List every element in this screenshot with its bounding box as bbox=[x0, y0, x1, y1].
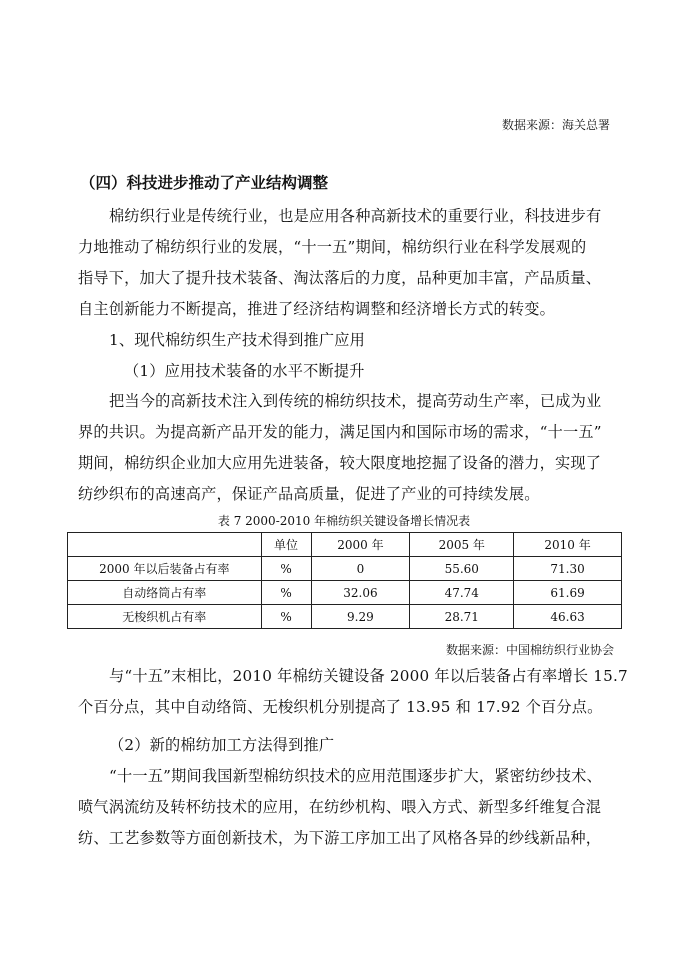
paragraph-line: 力地推动了棉纺织行业的发展，“十一五”期间，棉纺织行业在科学发展观的 bbox=[78, 238, 587, 256]
table-cell: 28.71 bbox=[410, 605, 514, 629]
equipment-growth-table bbox=[67, 532, 622, 629]
paragraph-new-methods bbox=[78, 761, 612, 854]
paragraph-line: 期间，棉纺织企业加大应用先进装备，较大限度地挖掘了设备的潜力，实现了 bbox=[78, 454, 602, 472]
table-header-row bbox=[68, 533, 622, 557]
paragraph-comparison bbox=[78, 661, 628, 723]
paragraph-equipment bbox=[78, 386, 612, 510]
subheading-1-2 bbox=[78, 730, 612, 761]
table-cell: % bbox=[261, 605, 311, 629]
table-cell: 46.63 bbox=[514, 605, 622, 629]
paragraph-line: 指导下，加大了提升技术装备、淘汰落后的力度，品种更加丰富，产品质量、 bbox=[78, 269, 602, 287]
subheading-text: （1）应用技术装备的水平不断提升 bbox=[124, 362, 365, 380]
paragraph-line: 纺、工艺参数等方面创新技术，为下游工序加工出了风格各异的纱线新品种， bbox=[78, 829, 602, 847]
table-header-cell: 2010 年 bbox=[514, 533, 622, 557]
paragraph-intro bbox=[78, 201, 612, 325]
table-cell: % bbox=[261, 557, 311, 581]
table-cell: 47.74 bbox=[410, 581, 514, 605]
paragraph-line: 纺纱织布的高速高产，保证产品高质量，促进了产业的可持续发展。 bbox=[78, 485, 540, 503]
table-header-cell bbox=[68, 533, 262, 557]
table-cell: 32.06 bbox=[311, 581, 410, 605]
paragraph-line: 棉纺织行业是传统行业，也是应用各种高新技术的重要行业，科技进步有 bbox=[109, 207, 602, 225]
paragraph-line: 界的共识。为提高新产品开发的能力，满足国内和国际市场的需求，“十一五” bbox=[78, 423, 602, 441]
table-cell: 71.30 bbox=[514, 557, 622, 581]
table-cell: % bbox=[261, 581, 311, 605]
table-row bbox=[68, 557, 622, 581]
subheading-1 bbox=[78, 325, 612, 356]
subheading-1-1 bbox=[78, 356, 612, 387]
table-header-cell: 2005 年 bbox=[410, 533, 514, 557]
table-cell: 0 bbox=[311, 557, 410, 581]
data-source-note-bottom: 数据来源：中国棉纺织行业协会 bbox=[445, 643, 614, 657]
data-source-note-top: 数据来源：海关总署 bbox=[501, 118, 610, 132]
paragraph-line: 喷气涡流纺及转杯纺技术的应用，在纺纱机构、喂入方式、新型多纤维复合混 bbox=[78, 798, 602, 816]
subheading-text: 1、现代棉纺织生产技术得到推广应用 bbox=[109, 331, 366, 349]
table-row bbox=[68, 581, 622, 605]
table-header-cell: 单位 bbox=[261, 533, 311, 557]
table-row bbox=[68, 605, 622, 629]
table-cell: 61.69 bbox=[514, 581, 622, 605]
paragraph-line: 把当今的高新技术注入到传统的棉纺织技术，提高劳动生产率，已成为业 bbox=[109, 392, 602, 410]
table-cell: 2000 年以后装备占有率 bbox=[68, 557, 262, 581]
paragraph-line: 自主创新能力不断提高，推进了经济结构调整和经济增长方式的转变。 bbox=[78, 300, 556, 318]
table-cell: 9.29 bbox=[311, 605, 410, 629]
table-caption: 表 7 2000-2010 年棉纺织关键设备增长情况表 bbox=[217, 514, 471, 528]
subheading-text: （2）新的棉纺加工方法得到推广 bbox=[109, 736, 335, 754]
paragraph-line: 与“十五”末相比，2010 年棉纺关键设备 2000 年以后装备占有率增长 15.7 bbox=[109, 667, 628, 685]
table-cell: 55.60 bbox=[410, 557, 514, 581]
paragraph-line: “十一五”期间我国新型棉纺织技术的应用范围逐步扩大，紧密纺纱技术、 bbox=[109, 767, 602, 785]
table-cell: 自动络筒占有率 bbox=[68, 581, 262, 605]
table-header-cell: 2000 年 bbox=[311, 533, 410, 557]
section-heading: （四）科技进步推动了产业结构调整 bbox=[80, 174, 329, 192]
paragraph-line: 个百分点，其中自动络筒、无梭织机分别提高了 13.95 和 17.92 个百分点。 bbox=[78, 698, 603, 716]
table-cell: 无梭织机占有率 bbox=[68, 605, 262, 629]
